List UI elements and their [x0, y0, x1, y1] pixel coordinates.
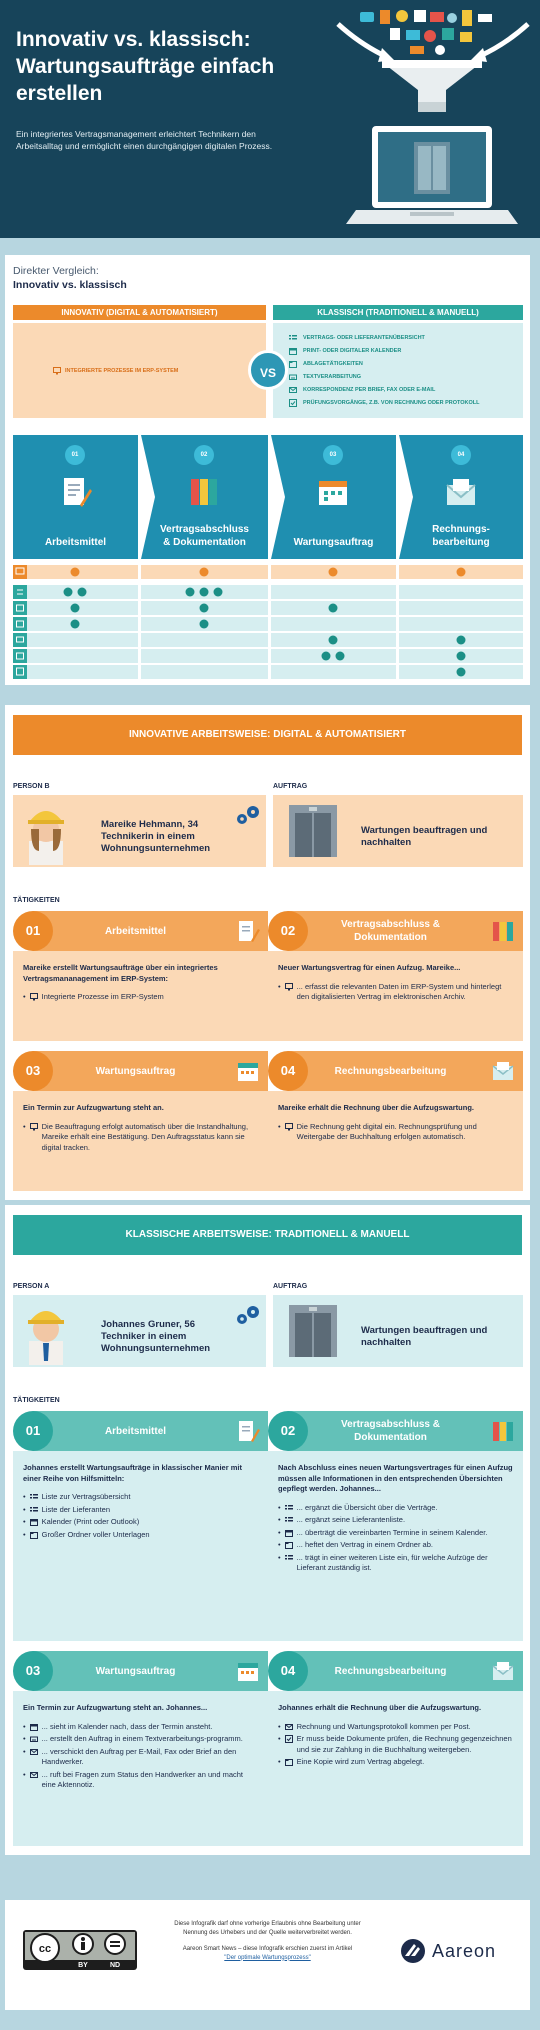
calendar-icon	[289, 347, 297, 355]
monitor-icon	[285, 1123, 293, 1131]
monitor-icon	[30, 993, 38, 1001]
gears-icon	[233, 1303, 263, 1327]
activity-list	[23, 1492, 258, 1540]
activity-number: 04	[268, 1651, 308, 1691]
funnel-laptop-illustration	[330, 4, 535, 236]
activity-card-header	[13, 1651, 268, 1691]
step-wartungsauftrag	[271, 435, 396, 559]
list-item: • ... überträgt die vereinbarten Termine in seinem Kalender.	[278, 1527, 488, 1537]
order-card	[273, 1295, 523, 1367]
activity-card-body	[13, 1691, 268, 1846]
activity-number: 03	[13, 1051, 53, 1091]
cc-badge-label: cc	[38, 1943, 52, 1955]
step-number: 03	[323, 445, 343, 465]
activity-title: Vertragsabschluss & Dokumentation	[341, 919, 440, 943]
person-role: Technikerin in einem Wohnungsunternehmen	[101, 831, 211, 854]
activity-title: Arbeitsmittel	[104, 1425, 167, 1437]
activity-card-header	[268, 911, 523, 951]
envelope-icon	[444, 475, 478, 509]
comparison-panel	[5, 255, 530, 685]
activity-card-body	[268, 951, 523, 1041]
list-item: • Großer Ordner voller Unterlagen	[23, 1529, 150, 1539]
classic-item: PRINT- ODER DIGITALER KALENDER	[289, 344, 480, 357]
list-icon	[30, 1493, 38, 1501]
innovative-header: INNOVATIV (DIGITAL & AUTOMATISIERT)	[13, 305, 266, 320]
classic-section	[5, 1205, 530, 1855]
license-text: Diese Infografik darf ohne vorherige Erlaubnis ohne Bearbeitung unter Nennung des Urhebers und der Quelle weiterverbreitet werden.	[174, 1921, 361, 1936]
document-pen-icon	[58, 475, 92, 509]
list-item: • ... erfasst die relevanten Daten im ERP-System und hinterlegt den digitalisierten Vertrag im elektronischen Archiv.	[278, 981, 502, 1001]
envelope-icon	[30, 1748, 38, 1756]
technician-man-avatar	[21, 1299, 71, 1365]
classic-box	[273, 323, 523, 418]
envelope-icon	[491, 1659, 515, 1683]
activity-title: Rechnungsbearbeitung	[334, 1065, 447, 1077]
monitor-icon	[30, 1123, 38, 1131]
header-intro: Ein integriertes Vertragsmanagement erleichtert Technikern den Arbeitsalltag und ermöglicht einen durchgängigen digitalen Prozess.	[16, 129, 273, 151]
list-item: • ... ergänzt die Übersicht über die Verträge.	[278, 1502, 438, 1512]
classic-items-list	[289, 331, 480, 409]
list-item: • ... ergänzt seine Lieferantenliste.	[278, 1515, 406, 1524]
activity-intro: Nach Abschluss eines neuen Wartungsvertrages für einen Aufzug müssen alle Informationen in den entsprechenden Übersichten gepflegt werden. Johannes...	[278, 1463, 513, 1493]
activity-card-header	[13, 1411, 268, 1451]
activity-card-04	[268, 1651, 523, 1846]
person-name-block	[101, 819, 241, 855]
calendar-icon	[285, 1529, 293, 1537]
activity-card-header	[13, 911, 268, 951]
person-label: PERSON A	[13, 1283, 50, 1290]
keyboard-icon	[30, 1735, 38, 1743]
activity-intro: Johannes erhält die Rechnung über die Aufzugswartung.	[278, 1703, 482, 1712]
step-number: 04	[451, 445, 471, 465]
activity-title: Arbeitsmittel	[104, 925, 167, 937]
step-label: Rechnungs-bearbeitung	[432, 524, 490, 548]
activity-card-body	[268, 1091, 523, 1191]
activity-card-header	[13, 1051, 268, 1091]
activity-title: Rechnungsbearbeitung	[334, 1665, 447, 1677]
activity-card-03	[13, 1051, 268, 1191]
calendar-icon	[236, 1659, 260, 1683]
activity-number: 01	[13, 911, 53, 951]
activity-card-body	[268, 1691, 523, 1846]
activity-card-03	[13, 1651, 268, 1846]
comparison-matrix-graphic	[13, 565, 523, 680]
gears-icon	[233, 803, 263, 827]
activity-title: Vertragsabschluss & Dokumentation	[341, 1419, 440, 1443]
activity-card-04	[268, 1051, 523, 1191]
checklist-icon	[285, 1735, 293, 1743]
step-label: Vertragsabschluss & Dokumentation	[160, 524, 249, 548]
envelope-icon	[491, 1059, 515, 1083]
activity-card-body	[268, 1451, 523, 1641]
order-label: AUFTRAG	[273, 1283, 308, 1290]
activity-card-01	[13, 911, 268, 1041]
calendar-icon	[236, 1059, 260, 1083]
person-card	[13, 795, 266, 867]
activity-list	[278, 1722, 513, 1768]
innovative-item	[53, 367, 178, 375]
order-text: Wartungen beauftragen und nachhalten	[361, 1325, 488, 1348]
activity-intro: Mareike erhält die Rechnung über die Aufzugswartung.	[278, 1103, 474, 1112]
activity-list	[278, 982, 513, 1003]
list-item: • Er muss beide Dokumente prüfen, die Rechnung gegenzeichnen und sie zur Zahlung in die Buchhaltung weitergeben.	[278, 1734, 512, 1754]
aareon-logo	[400, 1938, 496, 1964]
list-item: • ... erstellt den Auftrag in einem Textverarbeitungs-programm.	[23, 1734, 243, 1743]
activity-card-01	[13, 1411, 268, 1641]
activity-card-02	[268, 911, 523, 1041]
list-icon	[285, 1554, 293, 1562]
step-arbeitsmittel	[13, 435, 138, 559]
list-item: • ... heftet den Vertrag in einem Ordner ab.	[278, 1540, 433, 1549]
aareon-logo-icon	[400, 1938, 426, 1964]
aareon-logo-text: Aareon	[432, 1940, 497, 1961]
binders-icon	[187, 475, 221, 509]
activity-card-header	[268, 1411, 523, 1451]
order-card	[273, 795, 523, 867]
list-item: • Rechnung und Wartungsprotokoll kommen per Post.	[278, 1721, 471, 1731]
activity-number: 02	[268, 1411, 308, 1451]
classic-item: VERTRAGS- ODER LIEFERANTENÜBERSICHT	[289, 331, 480, 344]
classic-item: ABLAGETÄTIGKEITEN	[289, 357, 480, 370]
activity-list	[23, 992, 258, 1003]
checklist-icon	[289, 399, 297, 407]
list-item: • ... sieht im Kalender nach, dass der Termin ansteht.	[23, 1721, 213, 1731]
person-label: PERSON B	[13, 783, 50, 790]
list-item: • Die Rechnung geht digital ein. Rechnungsprüfung und Weitergabe der Buchhaltung erfolgen automatisch.	[278, 1121, 477, 1141]
binders-icon	[491, 1419, 515, 1443]
activity-list	[278, 1122, 513, 1143]
list-item: • ... verschickt den Auftrag per E-Mail, Fax oder Brief an den Handwerker.	[23, 1746, 237, 1766]
list-icon	[30, 1506, 38, 1514]
activity-title: Wartungsauftrag	[95, 1065, 176, 1077]
envelope-icon	[30, 1771, 38, 1779]
list-item: • Liste zur Vertragsübersicht	[23, 1492, 131, 1501]
list-item: • Integrierte Prozesse im ERP-System	[23, 992, 164, 1001]
monitor-icon	[285, 983, 293, 991]
list-icon	[285, 1504, 293, 1512]
activity-number: 02	[268, 911, 308, 951]
list-icon	[289, 334, 297, 342]
monitor-icon	[53, 367, 61, 375]
source-text: Aareon Smart News – diese Infografik erschien zuerst im Artikel	[182, 1946, 353, 1952]
calendar-icon	[30, 1723, 38, 1731]
list-item: • Liste der Lieferanten	[23, 1504, 111, 1514]
list-item: • ... trägt in einer weiteren Liste ein, für welche Aufzüge der Lieferant zuständig ist.	[278, 1552, 488, 1572]
step-number: 01	[65, 445, 85, 465]
activity-number: 01	[13, 1411, 53, 1451]
list-item: • ... ruft bei Fragen zum Status den Handwerker an und macht eine Aktennotiz.	[23, 1769, 243, 1789]
person-role: Techniker in einem Wohnungsunternehmen	[101, 1331, 211, 1354]
binders-icon	[491, 919, 515, 943]
order-text: Wartungen beauftragen und nachhalten	[361, 825, 488, 848]
footer-text	[170, 1920, 365, 1962]
classic-header: KLASSISCH (TRADITIONELL & MANUELL)	[273, 305, 523, 320]
activity-intro: Neuer Wartungsvertrag für einen Aufzug. Mareike...	[278, 963, 461, 972]
document-pen-icon	[236, 919, 260, 943]
header-banner	[0, 0, 540, 238]
comparison-title: Innovativ vs. klassisch	[13, 279, 127, 291]
step-number: 02	[194, 445, 214, 465]
list-item: • Eine Kopie wird zum Vertrag abgelegt.	[278, 1757, 425, 1766]
activity-card-body	[13, 1091, 268, 1191]
comparison-matrix	[13, 565, 523, 680]
person-name-block	[101, 1319, 241, 1355]
classic-item: TEXTVERARBEITUNG	[289, 370, 480, 383]
step-label: Arbeitsmittel	[44, 537, 107, 548]
elevator-icon	[289, 805, 337, 857]
folder-icon	[30, 1531, 38, 1539]
comparison-subtitle: Direkter Vergleich:	[13, 265, 99, 277]
document-pen-icon	[236, 1419, 260, 1443]
calendar-icon	[316, 475, 350, 509]
activity-list	[23, 1122, 258, 1154]
activity-title: Wartungsauftrag	[95, 1665, 176, 1677]
activity-card-header	[268, 1051, 523, 1091]
technician-woman-avatar	[21, 799, 71, 865]
person-name: Mareike Hehmann, 34	[101, 819, 199, 830]
order-label: AUFTRAG	[273, 783, 308, 790]
list-icon	[285, 1516, 293, 1524]
activity-list	[278, 1503, 513, 1574]
person-name: Johannes Gruner, 56	[101, 1319, 195, 1330]
innovative-band: INNOVATIVE ARBEITSWEISE: DIGITAL & AUTOMATISIERT	[13, 715, 522, 755]
activity-card-body	[13, 1451, 268, 1641]
by-label: BY	[78, 1962, 88, 1969]
page-title: Innovativ vs. klassisch: Wartungsaufträge einfach erstellen	[16, 28, 275, 105]
step-rechnungsbearbeitung	[399, 435, 523, 559]
list-item: • Die Beauftragung erfolgt automatisch über die Instandhaltung, Mareike erhält eine Bestätigung. Den Auftragsstatus kann sie digital tracken.	[23, 1121, 249, 1152]
folder-icon	[285, 1758, 293, 1766]
activities-label: TÄTIGKEITEN	[13, 1397, 60, 1404]
step-vertragsabschluss	[141, 435, 268, 559]
envelope-icon	[285, 1723, 293, 1731]
activity-number: 03	[13, 1651, 53, 1691]
classic-item: PRÜFUNGSVORGÄNGE, Z.B. VON RECHNUNG ODER PROTOKOLL	[289, 396, 480, 409]
keyboard-icon	[289, 373, 297, 381]
article-link[interactable]: "Der optimale Wartungsprozess"	[224, 1954, 311, 1961]
process-steps	[13, 435, 523, 559]
activity-intro: Mareike erstellt Wartungsaufträge über ein integriertes Vertragsmananagement im ERP-System:	[23, 963, 218, 983]
person-card	[13, 1295, 266, 1367]
cc-license-badge	[23, 1930, 137, 1970]
activities-label: TÄTIGKEITEN	[13, 897, 60, 904]
elevator-icon	[289, 1305, 337, 1357]
step-label: Wartungsauftrag	[293, 537, 374, 548]
innovative-box	[13, 323, 266, 418]
activity-card-body	[13, 951, 268, 1041]
activity-intro: Johannes erstellt Wartungsaufträge in klassischer Manier mit einer Reihe von Hilfsmitteln:	[23, 1463, 242, 1483]
envelope-icon	[289, 386, 297, 394]
calendar-icon	[30, 1518, 38, 1526]
nd-label: ND	[109, 1962, 121, 1969]
activity-number: 04	[268, 1051, 308, 1091]
innovative-section	[5, 705, 530, 1200]
folder-icon	[289, 360, 297, 368]
activity-list	[23, 1722, 258, 1791]
list-item: • Kalender (Print oder Outlook)	[23, 1517, 140, 1526]
footer	[5, 1900, 530, 2010]
activity-card-header	[268, 1651, 523, 1691]
folder-icon	[285, 1541, 293, 1549]
innovative-item-label: INTEGRIERTE PROZESSE IM ERP-SYSTEM	[65, 368, 179, 374]
classic-item: KORRESPONDENZ PER BRIEF, FAX ODER E-MAIL	[289, 383, 480, 396]
activity-intro: Ein Termin zur Aufzugwartung steht an. Johannes...	[23, 1703, 208, 1712]
classic-band: KLASSISCHE ARBEITSWEISE: TRADITIONELL & MANUELL	[13, 1215, 522, 1255]
activity-card-02	[268, 1411, 523, 1641]
vs-badge: VS	[248, 350, 288, 390]
activity-intro: Ein Termin zur Aufzugwartung steht an.	[23, 1103, 164, 1112]
